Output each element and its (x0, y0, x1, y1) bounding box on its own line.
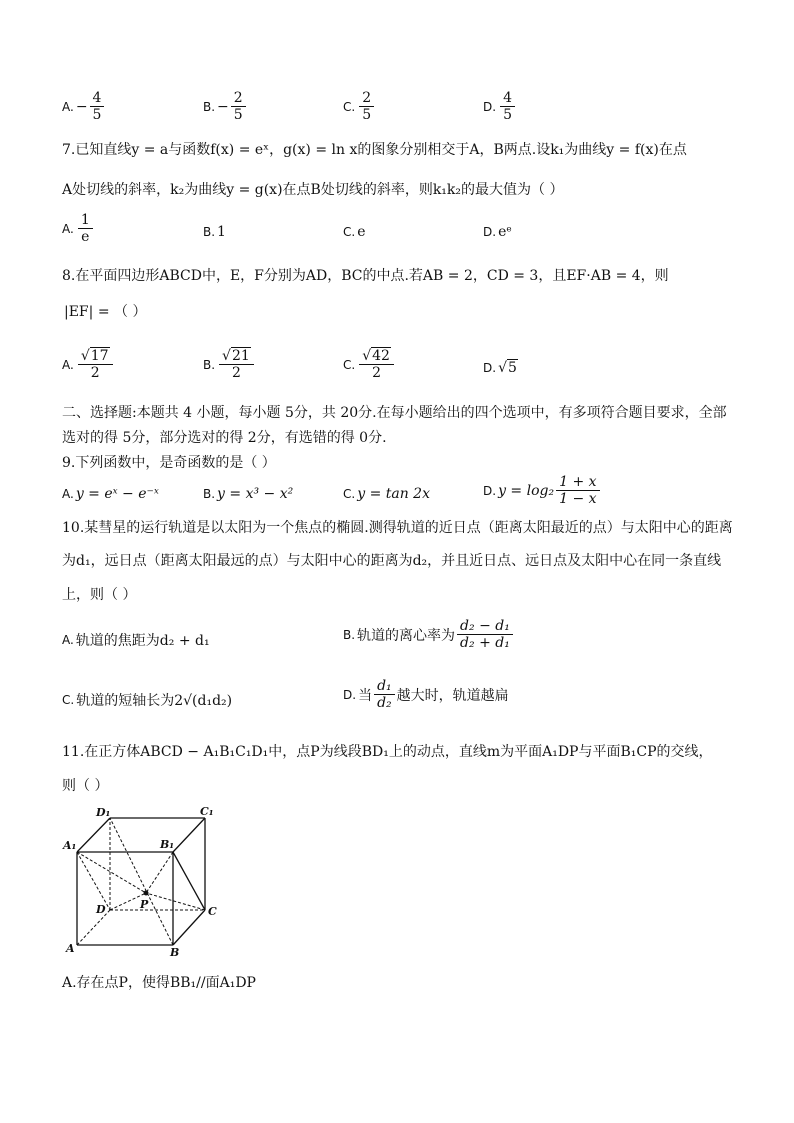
fraction: $\frac{2}{5}$ (359, 90, 374, 123)
q10-stem-line2: 为d₁，远日点（距离太阳最远的点）与太阳中心的距离为d₂，并且近日点、远日点及太阳中心在同一条直线 (62, 553, 722, 569)
option-letter: B. (343, 627, 356, 642)
fraction: $\frac{2}{5}$ (231, 90, 246, 123)
diag-a1-d (77, 852, 110, 910)
q10-option-d (343, 678, 509, 711)
fraction: $\frac{√21}{2}$ (219, 348, 254, 381)
option-letter: D. (483, 361, 497, 375)
q11-option-a: A.存在点P，使得BB₁//面A₁DP (62, 975, 256, 991)
q6-option-c (343, 90, 376, 123)
option-letter: A. (62, 633, 74, 647)
edge-c1-b1 (173, 818, 205, 852)
label-p: P (140, 898, 149, 911)
label-b1: B₁ (160, 838, 175, 851)
cube-figure (60, 800, 230, 960)
option-letter: D. (483, 483, 497, 498)
line-a1-p (77, 852, 146, 893)
option-letter: C. (343, 487, 356, 501)
q7-option-b (203, 224, 226, 240)
option-text: y = x³ − x² (217, 486, 294, 502)
label-d: D (96, 903, 106, 916)
option-letter: A. (62, 487, 74, 501)
option-text: 轨道的短轴长为2√(d₁d₂) (76, 693, 233, 709)
sign: − (217, 98, 229, 115)
fraction: $\frac{√17}{2}$ (78, 348, 113, 381)
q8-stem-line1: 8.在平面四边形ABCD中，E，F分别为AD，BC的中点.若AB = 2，CD = 3，且EF·AB = 4，则 (62, 268, 669, 284)
label-a1: A₁ (63, 839, 77, 852)
option-letter: A. (62, 221, 74, 236)
q7-stem-line1: 7.已知直线y = a与函数f(x) = eˣ，g(x) = ln x的图象分别相交于A，B两点.设k₁为曲线y = f(x)在点 (62, 142, 687, 158)
option-letter: B. (203, 357, 216, 372)
q11-stem-line1: 11.在正方体ABCD − A₁B₁C₁D₁中，点P为线段BD₁上的动点，直线m为平面A₁DP与平面B₁CP的交线， (62, 744, 713, 760)
edge-b-c (173, 910, 205, 945)
option-letter: C. (343, 99, 356, 114)
fraction: $\frac{\text{d₂ − d₁}}{\text{d₂ + d₁}}$ (457, 618, 513, 651)
option-letter: D. (343, 687, 357, 702)
q7-option-a (62, 212, 95, 245)
option-suffix: 越大时，轨道越扁 (396, 687, 509, 704)
q9-option-d (483, 474, 602, 507)
q9-stem: 9.下列函数中，是奇函数的是（ ） (62, 455, 276, 471)
q10-option-a (62, 630, 210, 650)
q9-option-b (203, 486, 293, 502)
point-p (144, 891, 149, 896)
fraction: $\frac{1}{e}$ (78, 212, 93, 245)
q6-option-a (62, 90, 106, 123)
option-letter: C. (343, 357, 356, 372)
fraction: $\frac{4}{5}$ (500, 90, 515, 123)
option-letter: A. (62, 357, 74, 372)
q10-option-c (62, 690, 232, 710)
q10-option-b (343, 618, 515, 651)
q7-option-d (483, 224, 512, 240)
label-b: B (170, 946, 180, 959)
label-c1: C₁ (200, 805, 214, 818)
option-prefix: y = log₂ (498, 482, 555, 499)
fraction: $\frac{√42}{2}$ (359, 348, 394, 381)
label-c: C (208, 905, 217, 918)
q8-option-a (62, 348, 115, 381)
option-letter: B. (203, 99, 216, 114)
option-letter: B. (203, 225, 216, 239)
q7-stem-line2: A处切线的斜率，k₂为曲线y = g(x)在点B处切线的斜率，则k₁k₂的最大值为（ ） (62, 182, 564, 198)
q6-option-d (483, 90, 517, 123)
q9-option-c (343, 486, 430, 502)
option-text: y = eˣ − e⁻ˣ (75, 486, 159, 502)
q7-option-c (343, 224, 366, 240)
label-d1: D₁ (96, 806, 111, 819)
label-a: A (66, 942, 75, 955)
option-letter: D. (483, 99, 497, 114)
q6-option-b (203, 90, 248, 123)
sign: − (75, 98, 88, 115)
q10-stem-line3: 上，则（ ） (62, 587, 137, 603)
line-b1-p (146, 852, 173, 893)
q8-stem-line2: |EF| = （ ） (64, 304, 147, 320)
option-letter: D. (483, 225, 497, 239)
option-text: 1 (217, 224, 226, 240)
q11-stem-line2: 则（ ） (62, 778, 109, 794)
q8-option-b (203, 348, 256, 381)
fraction: $\frac{1 + x}{1 - x}$ (556, 474, 599, 507)
edge-b1-c (173, 852, 205, 910)
fraction: $\frac{4}{5}$ (90, 90, 105, 123)
option-text: e (357, 224, 366, 240)
section2-line1: 二、选择题:本题共 4 小题，每小题 5分，共 20分.在每小题给出的四个选项中，有多项符合题目要求，全部 (62, 405, 727, 421)
option-prefix: 当 (358, 687, 373, 704)
q8-option-c (343, 348, 396, 381)
option-text: 轨道的焦距为d₂ + d₁ (75, 633, 210, 649)
option-letter: C. (62, 693, 75, 707)
q8-option-d: D. √5 (483, 360, 517, 376)
edge-a1-d1 (77, 818, 110, 852)
radicand: 5 (507, 360, 517, 376)
option-text: eᵉ (498, 224, 512, 240)
option-letter: B. (203, 487, 216, 501)
fraction: $\frac{\text{d₁}}{\text{d₂}}$ (374, 678, 395, 711)
option-prefix: 轨道的离心率为 (357, 627, 456, 644)
option-letter: A. (62, 99, 74, 114)
section2-line2: 选对的得 5分，部分选对的得 2分，有选错的得 0分. (62, 430, 387, 446)
q10-stem-line1: 10.某彗星的运行轨道是以太阳为一个焦点的椭圆.测得轨道的近日点（距离太阳最近的点）与太阳中心的距离 (62, 520, 733, 536)
option-letter: C. (343, 225, 356, 239)
option-text: y = tan 2x (357, 486, 430, 502)
q9-option-a (62, 486, 159, 502)
